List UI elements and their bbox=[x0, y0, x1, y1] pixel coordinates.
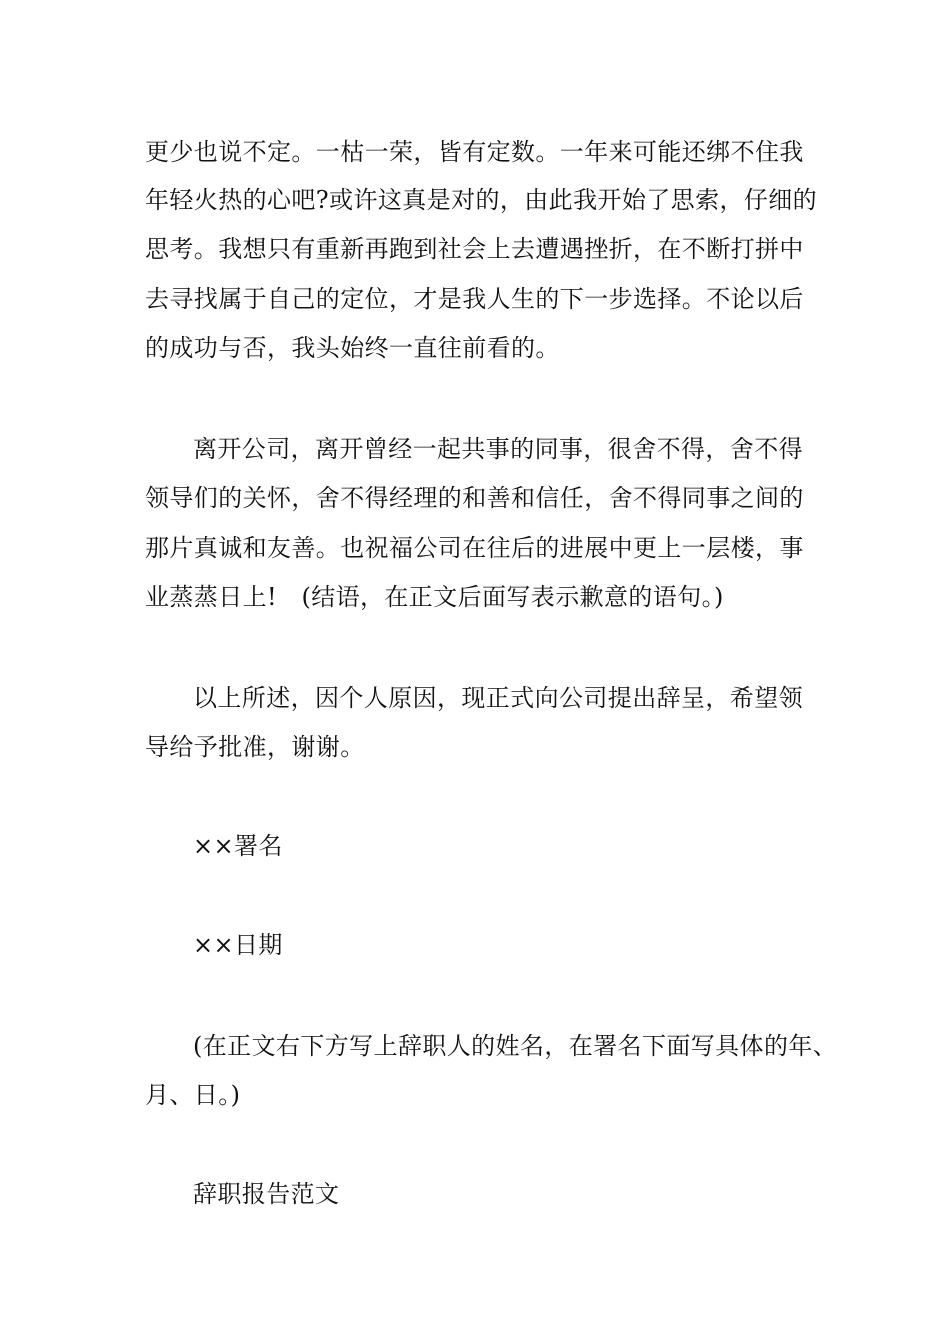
paragraph-2-line-4: 业蒸蒸日上! (结语，在正文后面写表示歉意的语句。) bbox=[145, 583, 724, 611]
date-line: ××日期 bbox=[193, 931, 283, 959]
section-title: 辞职报告范文 bbox=[193, 1180, 340, 1208]
paragraph-1-line-1: 更少也说不定。一枯一荣，皆有定数。一年来可能还绑不住我 bbox=[145, 138, 804, 166]
paragraph-1-line-4: 去寻找属于自己的定位，才是我人生的下一步选择。不论以后 bbox=[145, 285, 804, 313]
signature-line: ××署名 bbox=[193, 832, 283, 860]
paragraph-1-line-3: 思考。我想只有重新再跑到社会上去遭遇挫折，在不断打拼中 bbox=[145, 235, 804, 263]
paragraph-1-line-2: 年轻火热的心吧?或许这真是对的，由此我开始了思索，仔细的 bbox=[145, 186, 818, 214]
paragraph-1-line-5: 的成功与否，我头始终一直往前看的。 bbox=[145, 334, 560, 362]
paragraph-4-line-2: 月、日。) bbox=[145, 1081, 241, 1109]
paragraph-2-line-2: 领导们的关怀，舍不得经理的和善和信任，舍不得同事之间的 bbox=[145, 484, 804, 512]
paragraph-2-line-1: 离开公司，离开曾经一起共事的同事，很舍不得，舍不得 bbox=[193, 435, 803, 463]
paragraph-3-line-1: 以上所述，因个人原因，现正式向公司提出辞呈，希望领 bbox=[193, 684, 803, 712]
paragraph-3-line-2: 导给予批准，谢谢。 bbox=[145, 733, 365, 761]
paragraph-2-line-3: 那片真诚和友善。也祝福公司在往后的进展中更上一层楼，事 bbox=[145, 534, 804, 562]
paragraph-4-line-1: (在正文右下方写上辞职人的姓名，在署名下面写具体的年、 bbox=[193, 1032, 838, 1060]
